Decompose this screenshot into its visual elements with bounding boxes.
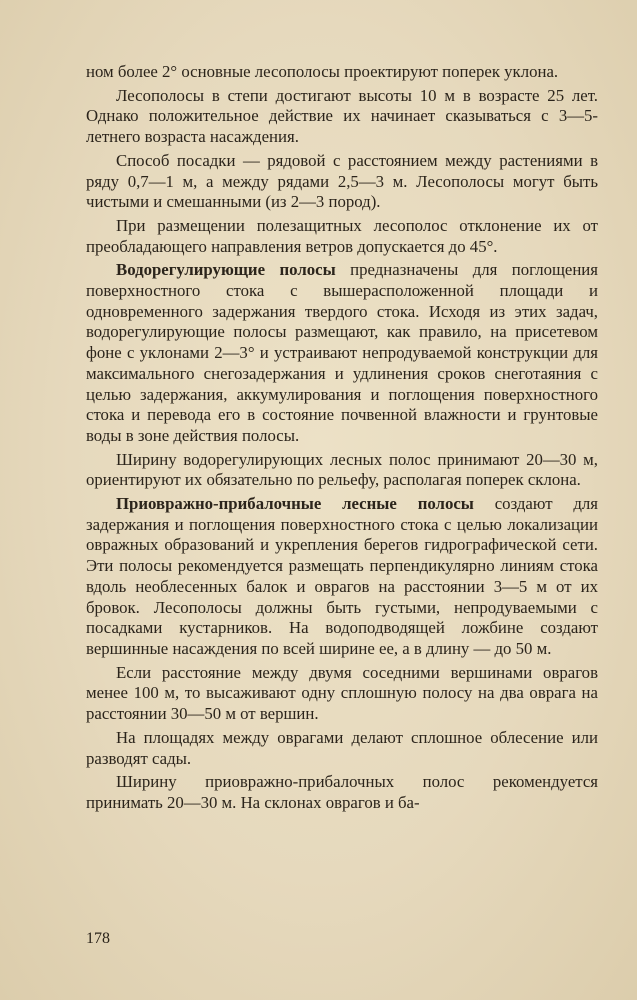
paragraph-2-text: Лесополосы в степи достигают высоты 10 м в возрасте 25 лет. Однако положительное действие их начинает сказываться с 3—5-летнего возраста насаждения. [86, 85, 598, 147]
paragraph-7 [86, 494, 598, 660]
paragraph-4 [86, 216, 598, 257]
paragraph-3 [86, 151, 598, 213]
paragraph-7-lead: Приовражно-прибалочные лесные полосы [116, 494, 474, 514]
paragraph-6-text: Ширину водорегулирующих лесных полос принимают 20—30 м, ориентируют их обязательно по рельефу, располагая поперек склона. [86, 449, 598, 490]
paragraph-5 [86, 260, 598, 446]
body-text [86, 62, 598, 814]
paragraph-1 [86, 62, 598, 83]
paragraph-1-text: ном более 2° основные лесополосы проектируют поперек уклона. [86, 62, 559, 81]
paragraph-9-text: На площадях между оврагами делают сплошное облесение или разводят сады. [86, 727, 598, 768]
paragraph-10-text: Ширину приовражно-прибалочных полос рекомендуется принимать 20—30 м. На склонах оврагов и ба- [86, 772, 598, 812]
page-number: 178 [86, 930, 110, 947]
paragraph-10 [86, 772, 598, 813]
paragraph-5-text: предназначены для поглощения поверхностного стока с вышерасположенной площади и одновременного задержания твердого стока. Исходя из этих задач, водорегулирующие полосы размещают, как правило, на присетевом фоне с уклонами 2—3° и устраивают непродуваемой конструкции для максимального снегозадержания и удлинения сроков снеготаяния с целью задержания, аккумулирования и поглощения поверхностного стока и перевода его в состояние почвенной влажности и грунтовые воды в зоне действия полосы. [86, 260, 599, 445]
paragraph-8-text: Если расстояние между двумя соседними вершинами оврагов менее 100 м, то высаживают одну сплошную полосу на два оврага на расстоянии 30—50 м от вершин. [86, 662, 598, 724]
paragraph-7-text: создают для задержания и поглощения поверхностного стока с целью локализации овражных образований и укрепления берегов гидрографической сети. Эти полосы рекомендуется размещать перпендикулярно линиям стока вдоль необлесенных балок и оврагов на расстоянии 3—5 м от их бровок. Лесополосы должны быть густыми, непродуваемыми с посадками кустарников. На водоподводящей ложбине создают вершинные насаждения по всей ширине ее, а в длину — до 50 м. [86, 494, 598, 658]
paragraph-8 [86, 663, 598, 725]
paragraph-9 [86, 728, 598, 769]
paragraph-4-text: При размещении полезащитных лесополос отклонение их от преобладающего направления ветров допускается до 45°. [86, 215, 598, 256]
paragraph-6 [86, 450, 598, 491]
paragraph-5-lead: Водорегулирующие полосы [116, 260, 336, 280]
paragraph-2 [86, 86, 598, 148]
paragraph-3-text: Способ посадки — рядовой с расстоянием между растениями в ряду 0,7—1 м, а между рядами 2,5—3 м. Лесополосы могут быть чистыми и смешанными (из 2—3 пород). [86, 150, 598, 212]
